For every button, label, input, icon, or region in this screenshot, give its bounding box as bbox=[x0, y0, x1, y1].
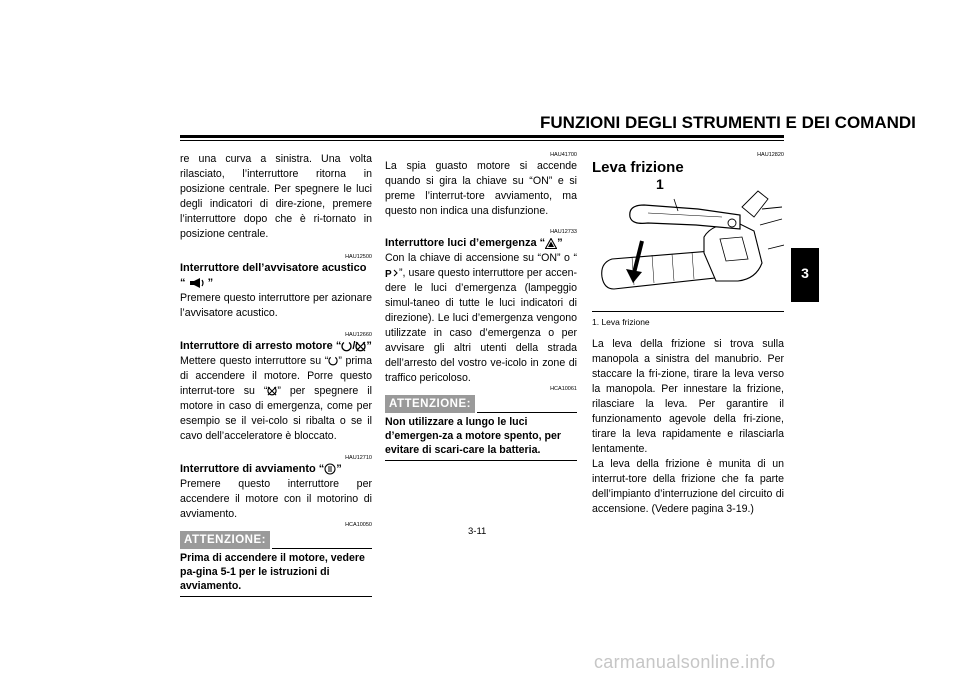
start-switch-text: Premere questo interruttore per accendere il motore con il motorino di avviamento. bbox=[180, 478, 372, 520]
engine-stop-icon bbox=[355, 341, 366, 352]
caution-label: ATTENZIONE: bbox=[180, 531, 270, 549]
column-3 bbox=[592, 152, 784, 517]
caution-rule bbox=[477, 412, 577, 413]
engine-stop-icon bbox=[267, 386, 277, 396]
page-header-title: FUNZIONI DEGLI STRUMENTI E DEI COMANDI bbox=[540, 113, 916, 132]
start-switch-heading: Interruttore di avviamento “ ” bbox=[180, 463, 342, 475]
watermark-text: carmanualsonline.info bbox=[594, 652, 776, 672]
caution-rule bbox=[272, 548, 372, 549]
engine-stop-heading: Interruttore di arresto motore “ / ” bbox=[180, 340, 372, 352]
engine-run-icon bbox=[328, 356, 338, 366]
caution-label-box bbox=[180, 531, 372, 551]
ref-code: HAU12660 bbox=[345, 332, 372, 338]
column-1 bbox=[180, 152, 372, 597]
engine-stop-text: Mettere questo interruttore su “ ” prima di accendere il motore. Porre questo interrut-tore su “ ” per spegnere il motore in caso di emergenza, come per esempio se il vei-colo si ribalta o se il cavo dell’acceleratore è bloccato. bbox=[180, 355, 372, 442]
parking-p-icon bbox=[385, 268, 399, 278]
horn-switch-text: Premere questo interruttore per azionare l’avvisatore acustico. bbox=[180, 292, 372, 319]
horn-switch-heading: Interruttore dell’avvisatore acustico “ ” bbox=[180, 262, 367, 289]
clutch-lever-illustration bbox=[592, 176, 784, 307]
ref-code: HAU41700 bbox=[550, 152, 577, 158]
engine-warning-text: La spia guasto motore si accende quando si gira la chiave su “ON” e si preme l’interrut-tore avviamento, ma questo non indica una disfunzione. bbox=[385, 160, 577, 217]
header-rule-thin bbox=[180, 140, 784, 141]
header-rule-thick bbox=[180, 135, 784, 138]
engine-run-icon bbox=[341, 341, 352, 352]
caution-text: Prima di accendere il motore, vedere pa-gina 5-1 per le istruzioni di avviamento. bbox=[180, 551, 372, 597]
ref-code: HAU12733 bbox=[550, 229, 577, 235]
svg-text:P: P bbox=[385, 269, 392, 279]
section-title: Leva frizione bbox=[592, 159, 684, 176]
hazard-switch-text: Con la chiave di accensione su “ON” o “ P ”, usare questo interruttore per accen-dere le luci d’emergenza (lampeggio simul-taneo di tutte le luci indicatori di direzione). Le luci d’emergenza vengono utilizzate in caso d’emergenza o per avvisare gli altri utenti della strada dell’arresto del vostro ve-icolo in zone di traffico pericoloso. bbox=[385, 252, 577, 384]
starter-icon bbox=[324, 463, 336, 475]
ref-code: HAU12820 bbox=[757, 152, 784, 158]
clutch-text-2: La leva della frizione è munita di un interrut-tore della frizione che fa parte dell’impianto d’interruzione del circuito di accensione. (Vedere pagina 3-19.) bbox=[592, 458, 784, 515]
hazard-icon bbox=[545, 238, 557, 249]
caution-text: Non utilizzare a lungo le luci d’emergen-za a motore spento, per evitare di scari-care la batteria. bbox=[385, 415, 577, 461]
caution-label-box bbox=[385, 395, 577, 415]
clutch-figure bbox=[592, 176, 784, 307]
horn-icon bbox=[189, 278, 205, 288]
column-2 bbox=[385, 152, 577, 461]
caution-label: ATTENZIONE: bbox=[385, 395, 475, 413]
figure-rule bbox=[592, 311, 784, 312]
clutch-text-1: La leva della frizione si trova sulla manopola a sinistra del manubrio. Per staccare la fri-zione, tirare la leva verso la manopola. Per innestare la frizione, rilasciare la leva. Per garantire il funzionamento agevole della fri-zione, tirare la leva rapidamente e rilasciarla lentamente. bbox=[592, 338, 784, 455]
chapter-tab: 3 bbox=[791, 248, 819, 302]
ref-code: HCA10061 bbox=[550, 386, 577, 392]
ref-code: HAU12710 bbox=[345, 455, 372, 461]
callout-number: 1 bbox=[656, 176, 664, 192]
ref-code: HCA10050 bbox=[345, 522, 372, 528]
figure-caption: 1. Leva frizione bbox=[592, 317, 650, 327]
turn-signal-text: re una curva a sinistra. Una volta rilasciato, l’interruttore ritorna in posizione centrale. Per spegnere le luci degli indicatori di dire-zione, premere l’interruttore dopo che è ri-tornato in posizione centrale. bbox=[180, 153, 372, 240]
ref-code: HAU12500 bbox=[345, 254, 372, 260]
page-number: 3-11 bbox=[468, 526, 487, 537]
hazard-switch-heading: Interruttore luci d’emergenza “ ” bbox=[385, 237, 563, 249]
